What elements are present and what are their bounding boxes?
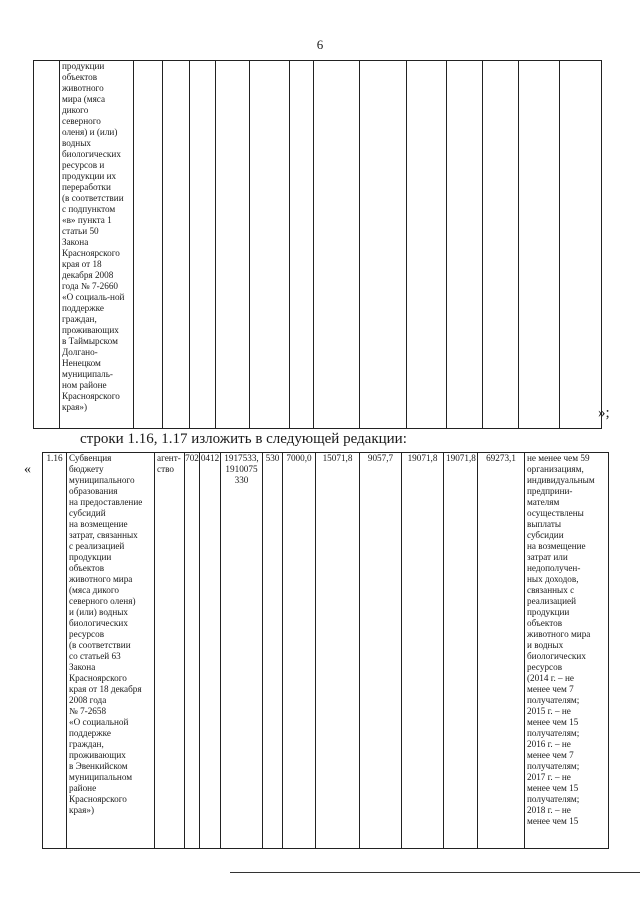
row-number: 1.16 [43,453,67,849]
cell-empty [483,61,519,429]
cell-empty [290,61,314,429]
cell-empty [34,61,60,429]
code-cell: 530 [263,453,283,849]
opening-quote: « [24,462,31,477]
cell-empty [560,61,602,429]
table-row [43,453,609,849]
cell-empty [190,61,216,429]
expected-result: не менее чем 59 организациям, индивидуальным предприни- мателям осуществлены выплаты субсидии на возмещение затрат или недополучен- ных доходов, связанных с реализацией продукции объектов животного мира и водных биологических ресурсов (2014 г. – не менее чем 7 получателям; 2015 г. – не менее чем 15 получателям; 2016 г. – не менее чем 7 получателям; 2017 г. – не менее чем 15 получателям; 2018 г. – не менее чем 15 [525,453,609,849]
bottom-divider [230,872,640,873]
cell-empty [360,61,407,429]
continuation-table [33,60,602,429]
value-cell: 69273,1 [478,453,525,849]
cell-empty [216,61,250,429]
cell-empty [163,61,190,429]
code-cell: 702 [185,453,200,849]
cell-empty [314,61,360,429]
amended-table [42,452,609,849]
code-cell: 1917533, 1910075 330 [221,453,263,849]
value-cell: 9057,7 [360,453,402,849]
value-cell: 7000,0 [283,453,316,849]
value-cell: 19071,8 [444,453,478,849]
cell-empty [134,61,163,429]
measure-name-continuation: продукции объектов животного мира (мяса дикого северного оленя) и (или) водных биологических ресурсов и продукции их переработки (в соответствии с подпунктом «в» пункта 1 статьи 50 Закона Красноярского края от 18 декабря 2008 года № 7-2660 «О социаль-ной поддержке граждан, проживающих в Таймырском Долгано- Ненецком муниципаль- ном районе Красноярского края») [60,61,134,429]
cell-empty [407,61,447,429]
code-cell: 0412 [200,453,221,849]
closing-quote: »; [598,405,610,421]
amendment-instruction: строки 1.16, 1.17 изложить в следующей редакции: [80,431,407,447]
agency-cell: агент- ство [155,453,185,849]
measure-name: Субвенция бюджету муниципального образования на предоставление субсидий на возмещение затрат, связанных с реализацией продукции объектов животного мира (мяса дикого северного оленя) и (или) водных биологических ресурсов (в соответствии со статьей 63 Закона Красноярского края от 18 декабря 2008 года № 7-2658 «О социальной поддержке граждан, проживающих в Эвенкийском муниципальном районе Красноярского края») [67,453,155,849]
value-cell: 19071,8 [402,453,444,849]
cell-empty [447,61,483,429]
cell-empty [519,61,560,429]
value-cell: 15071,8 [316,453,360,849]
cell-empty [250,61,290,429]
page-number: 6 [316,37,324,52]
